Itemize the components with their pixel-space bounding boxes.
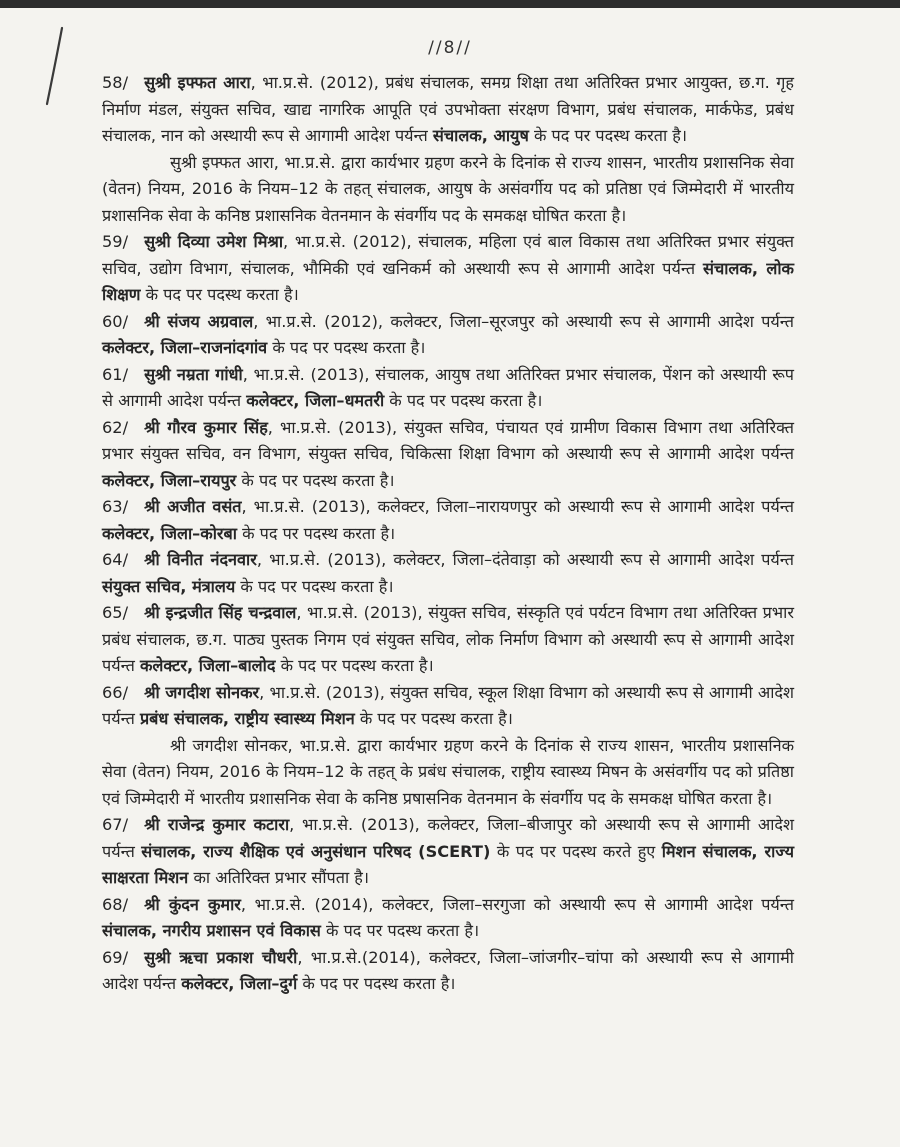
posting: प्रबंध संचालक, राष्ट्रीय स्वास्थ्य मिशन	[139, 709, 355, 728]
order-58	[102, 70, 794, 150]
order-text: , भा.प्र.से. (2013), संचालक, आयुष तथा अतिरिक्त प्रभार संचालक, पेंशन को अस्थायी रूप से आगामी आदेश पर्यन्त	[102, 364, 795, 410]
order-number: 67/	[102, 815, 129, 834]
order-64	[102, 547, 794, 600]
order-suffix: के पद पर पदस्थ करता है।	[320, 921, 480, 940]
order-document	[102, 70, 794, 998]
order-number: 69/	[102, 947, 129, 967]
order-60	[102, 309, 794, 362]
posting: कलेक्टर, जिला–धमतरी	[246, 391, 385, 410]
officer-name: सुश्री नम्रता गांधी	[144, 364, 243, 384]
order-65	[102, 600, 794, 680]
order-61	[102, 362, 794, 415]
posting: संचालक, नगरीय प्रशासन एवं विकास	[102, 921, 321, 940]
order-number: 60/	[102, 311, 129, 331]
additional-charge-suffix: का अतिरिक्त प्रभार सौंपता है।	[188, 868, 370, 887]
officer-name: सुश्री ऋचा प्रकाश चौधरी	[144, 947, 298, 967]
posting: कलेक्टर, जिला–कोरबा	[102, 523, 237, 543]
order-number: 61/	[102, 364, 129, 384]
posting: कलेक्टर, जिला–रायपुर	[102, 470, 237, 490]
order-62	[102, 415, 794, 495]
order-text: , भा.प्र.से. (2012), कलेक्टर, जिला–सूरजपुर को अस्थायी रूप से आगामी आदेश पर्यन्त	[253, 311, 794, 331]
order-number: 58/	[102, 73, 129, 92]
order-suffix: के पद पर पदस्थ करता है।	[236, 470, 395, 490]
posting: संचालक, आयुष	[432, 126, 529, 145]
order-suffix: के पद पर पदस्थ करते हुए	[490, 841, 662, 861]
officer-name: श्री जगदीश सोनकर	[144, 682, 260, 702]
order-text: , भा.प्र.से. (2014), कलेक्टर, जिला–सरगुजा को अस्थायी रूप से आगामी आदेश पर्यन्त	[240, 894, 794, 914]
order-number: 63/	[102, 497, 129, 516]
posting: संयुक्त सचिव, मंत्रालय	[102, 576, 236, 596]
order-suffix: के पद पर पदस्थ करता है।	[354, 709, 513, 728]
posting: संचालक, राज्य शैक्षिक एवं अनुसंधान परिषद (SCERT)	[141, 841, 491, 861]
page-number: //8//	[428, 38, 472, 58]
order-text: , भा.प्र.से.(2014), कलेक्टर, जिला–जांजगीर–चांपा को अस्थायी रूप से आगामी आदेश पर्यन्त	[102, 947, 794, 993]
officer-name: श्री राजेन्द्र कुमार कटारा	[144, 815, 290, 834]
order-text: , भा.प्र.से. (2013), कलेक्टर, जिला–बीजापुर को अस्थायी रूप से आगामी आदेश पर्यन्त	[102, 815, 794, 861]
officer-name: श्री इन्द्रजीत सिंह चन्द्रवाल	[144, 603, 297, 622]
posting: कलेक्टर, जिला–दुर्ग	[181, 974, 298, 993]
top-bar	[0, 0, 900, 8]
note-58: सुश्री इफ्फत आरा, भा.प्र.से. द्वारा कार्यभार ग्रहण करने के दिनांक से राज्य शासन, भारतीय प्रशासनिक सेवा (वेतन) नियम, 2016 के नियम–12 के तहत् संचालक, आयुष के असंवर्गीय पद को प्रतिष्ठा एवं जिम्मेदारी में भारतीय प्रशासनिक सेवा के कनिष्ठ प्रशासनिक वेतनमान के संवर्गीय पद के समकक्ष घोषित करता है।	[102, 152, 794, 225]
order-number: 62/	[102, 417, 129, 437]
posting: संचालक, लोक शिक्षण	[102, 258, 794, 304]
order-text: , भा.प्र.से. (2013), कलेक्टर, जिला–नारायणपुर को अस्थायी रूप से आगामी आदेश पर्यन्त	[241, 497, 794, 516]
order-number: 66/	[102, 682, 129, 702]
order-67	[102, 812, 794, 892]
order-number: 68/	[102, 894, 129, 914]
officer-name: श्री संजय अग्रवाल	[144, 311, 254, 331]
order-text: , भा.प्र.से. (2012), संचालक, महिला एवं बाल विकास तथा अतिरिक्त प्रभार संयुक्त सचिव, उद्योग विभाग, संचालक, भौमिकी एवं खनिकर्म को अस्थायी रूप से आगामी आदेश पर्यन्त	[102, 232, 794, 278]
order-suffix: के पद पर पदस्थ करता है।	[140, 285, 299, 304]
note-66: श्री जगदीश सोनकर, भा.प्र.से. द्वारा कार्यभार ग्रहण करने के दिनांक से राज्य शासन, भारतीय प्रशासनिक सेवा (वेतन) नियम, 2016 के नियम–12 के तहत् के प्रबंध संचालक, राष्ट्रीय स्वास्थ्य मिषन के असंवर्गीय पद को प्रतिष्ठा एवं जिम्मेदारी में भारतीय प्रशासनिक सेवा के कनिष्ठ प्रषासनिक वेतनमान के संवर्गीय पद के समकक्ष घोषित करता है।	[102, 735, 794, 808]
order-59	[102, 229, 794, 309]
order-text: , भा.प्र.से. (2013), संयुक्त सचिव, पंचायत एवं ग्रामीण विकास विभाग तथा अतिरिक्त प्रभार संयुक्त सचिव, वन विभाग, संयुक्त सचिव, चिकित्सा शिक्षा विभाग को अस्थायी रूप से आगामी आदेश पर्यन्त	[102, 417, 794, 463]
order-text: , भा.प्र.से. (2013), संयुक्त सचिव, स्कूल शिक्षा विभाग को अस्थायी रूप से आगामी आदेश पर्यन्त	[102, 682, 794, 728]
order-suffix: के पद पर पदस्थ करता है।	[384, 391, 543, 410]
order-text: , भा.प्र.से. (2013), कलेक्टर, जिला–दंतेवाड़ा को अस्थायी रूप से आगामी आदेश पर्यन्त	[256, 550, 794, 569]
order-suffix: के पद पर पदस्थ करता है।	[275, 656, 434, 675]
order-suffix: के पद पर पदस्थ करता है।	[235, 576, 394, 596]
officer-name: श्री कुंदन कुमार	[144, 894, 241, 914]
officer-name: सुश्री दिव्या उमेश मिश्रा	[144, 232, 284, 251]
posting: कलेक्टर, जिला–राजनांदगांव	[102, 338, 268, 357]
officer-name: श्री अजीत वसंत	[144, 497, 242, 516]
officer-name: श्री गौरव कुमार सिंह	[144, 417, 268, 437]
order-63	[102, 494, 794, 547]
order-suffix: के पद पर पदस्थ करता है।	[297, 974, 456, 993]
officer-name: श्री विनीत नंदनवार	[144, 550, 257, 569]
order-suffix: के पद पर पदस्थ करता है।	[528, 126, 688, 145]
order-66	[102, 680, 794, 733]
order-number: 64/	[102, 550, 129, 569]
posting: कलेक्टर, जिला–बालोद	[139, 656, 276, 675]
additional-charge: मिशन संचालक, राज्य साक्षरता मिशन	[102, 841, 794, 887]
order-number: 59/	[102, 232, 129, 251]
order-suffix: के पद पर पदस्थ करता है।	[236, 523, 396, 543]
order-number: 65/	[102, 603, 129, 622]
order-69	[102, 945, 794, 998]
order-suffix: के पद पर पदस्थ करता है।	[267, 338, 426, 357]
order-text: , भा.प्र.से. (2012), प्रबंध संचालक, समग्र शिक्षा तथा अतिरिक्त प्रभार आयुक्त, छ.ग. गृह निर्माण मंडल, संयुक्त सचिव, खाद्य नागरिक आपूति एवं उपभोक्ता संरक्षण विभाग, प्रबंध संचालक, मार्कफेड, प्रबंध संचालक, नान को अस्थायी रूप से आगामी आदेश पर्यन्त	[102, 73, 794, 145]
order-text: , भा.प्र.से. (2013), संयुक्त सचिव, संस्कृति एवं पर्यटन विभाग तथा अतिरिक्त प्रभार प्रबंध संचालक, छ.ग. पाठ्य पुस्तक निगम एवं संयुक्त सचिव, लोक निर्माण विभाग को अस्थायी रूप से आगामी आदेश पर्यन्त	[102, 603, 794, 675]
officer-name: सुश्री इफ्फत आरा	[144, 73, 251, 92]
order-68	[102, 892, 794, 945]
